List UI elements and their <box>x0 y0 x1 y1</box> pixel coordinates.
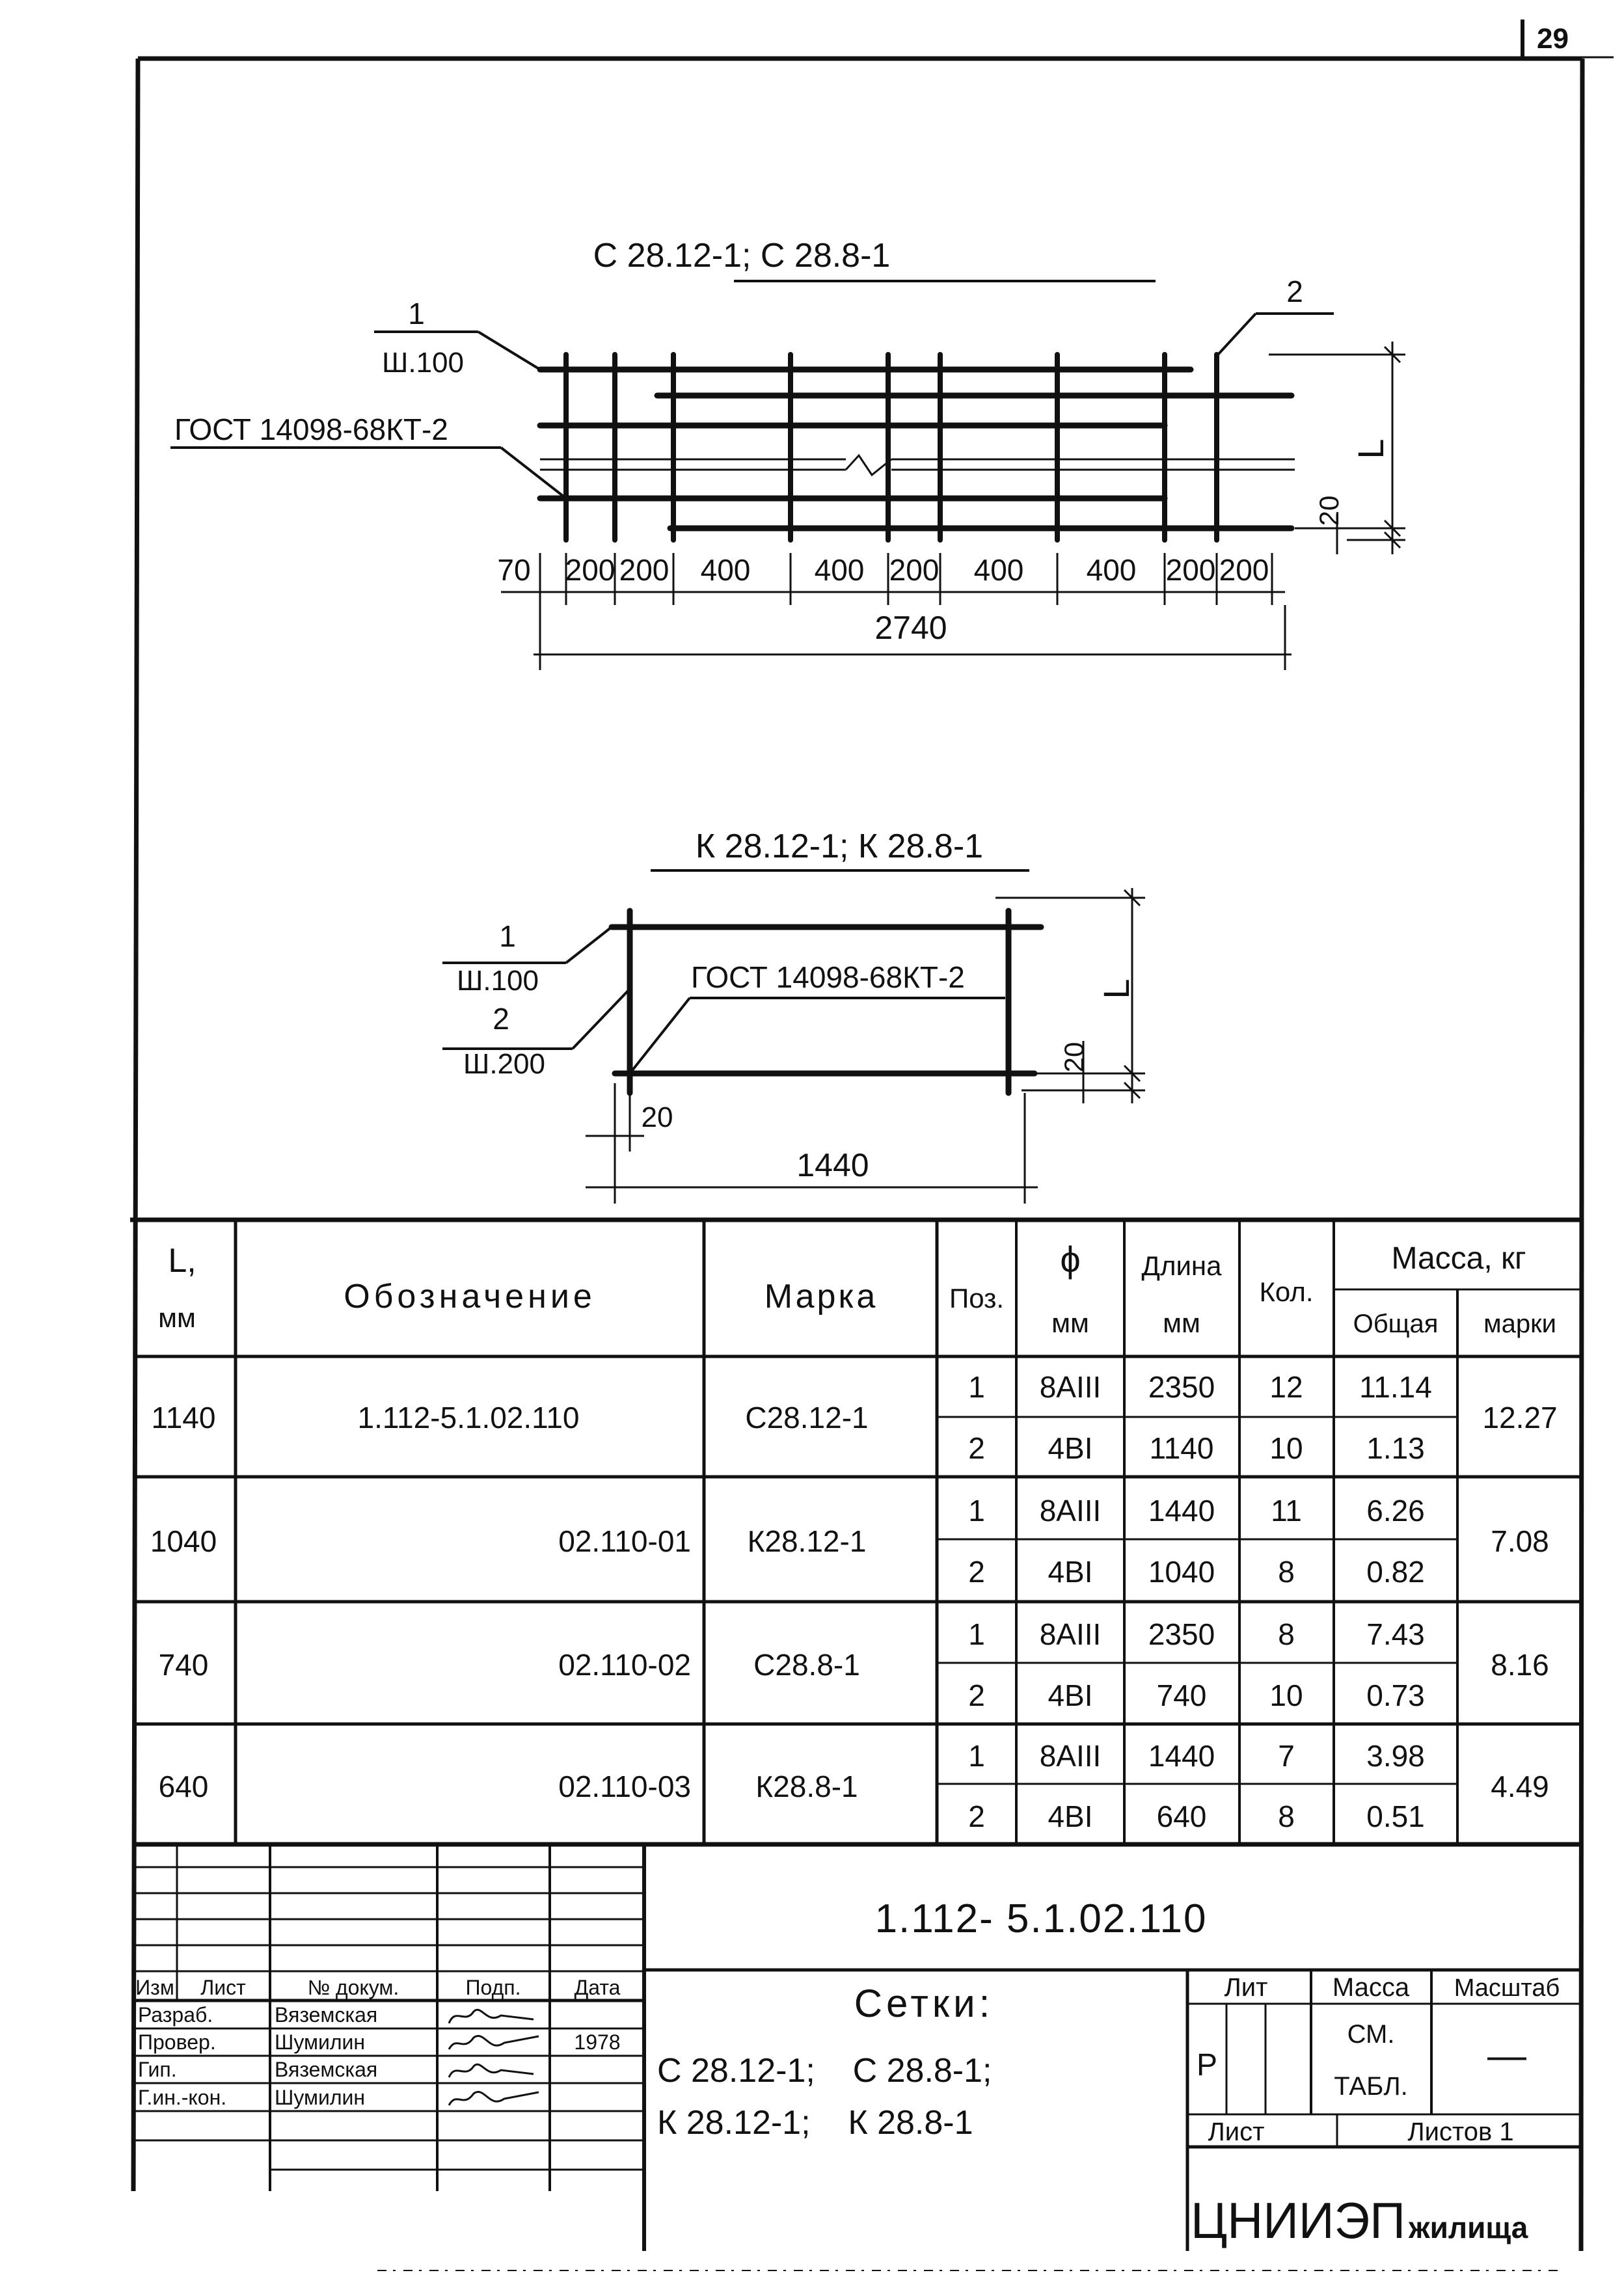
signature <box>449 2092 539 2105</box>
title-head: Сетки: <box>854 1982 994 2025</box>
staff-role: Разраб. <box>138 2003 213 2027</box>
mesh-c-dim-0: 70 <box>497 553 531 587</box>
cell-qty: 8 <box>1278 1555 1295 1589</box>
cell-length: 640 <box>1156 1799 1207 1833</box>
title-line-2: К 28.12-1; К 28.8-1 <box>657 2104 973 2142</box>
cell-length: 1040 <box>1148 1555 1215 1589</box>
title-block <box>133 1844 1582 2251</box>
staff-name: Вяземская <box>275 2003 378 2027</box>
org-suffix: жилища <box>1409 2211 1528 2244</box>
cell-pos: 2 <box>968 1555 985 1589</box>
cell-phi: 4ВI <box>1048 1678 1093 1712</box>
cell-qty: 12 <box>1269 1370 1303 1404</box>
cell-phi: 8АIII <box>1039 1494 1102 1528</box>
cell-length: 1440 <box>1148 1739 1215 1773</box>
mesh-k-dim-20-right: 20 <box>1059 1042 1089 1073</box>
cell-phi: 8АIII <box>1039 1617 1102 1651</box>
stamp-fields <box>1197 1973 1560 2146</box>
scale-value: — <box>1487 2034 1526 2077</box>
cell-length: 1140 <box>1149 1431 1214 1465</box>
title-line-1: С 28.12-1; С 28.8-1; <box>657 2052 992 2090</box>
header-mark: Марка <box>764 1278 878 1315</box>
cell-length: 2350 <box>1148 1617 1215 1651</box>
mesh-k-dim-L: L <box>1096 978 1137 999</box>
cell-pos: 1 <box>968 1494 985 1528</box>
mesh-k-title: К 28.12-1; К 28.8-1 <box>695 828 984 865</box>
cell-mark: С28.8-1 <box>753 1648 860 1682</box>
mesh-drawing-k <box>442 828 1145 1204</box>
cell-mass: 1.13 <box>1366 1431 1425 1465</box>
header-length-unit: мм <box>1163 1308 1200 1338</box>
cell-designation: 02.110-02 <box>558 1648 691 1682</box>
cell-length: 1440 <box>1148 1494 1215 1528</box>
mesh-c-dim-2: 200 <box>619 553 670 587</box>
header-L-unit: мм <box>158 1302 196 1333</box>
header-mass-total: Общая <box>1353 1310 1439 1338</box>
cell-L: 640 <box>158 1770 209 1803</box>
cell-mark: К28.12-1 <box>747 1524 867 1558</box>
mesh-k-pos2-pitch: Ш.200 <box>463 1048 545 1080</box>
mesh-c-dim-total: 2740 <box>874 610 947 646</box>
cell-mass: 0.82 <box>1366 1555 1425 1589</box>
signature <box>449 2064 534 2077</box>
mass-label: Масса <box>1332 1973 1410 2002</box>
cell-phi: 4ВI <box>1048 1555 1093 1589</box>
org-logo: ЦНИИЭП <box>1191 2192 1405 2249</box>
cell-qty: 10 <box>1269 1431 1303 1465</box>
mesh-c-dim-labels <box>497 553 1269 587</box>
mesh-c-dim-7: 400 <box>1086 553 1137 587</box>
mesh-k-gost: ГОСТ 14098-68КТ-2 <box>691 960 965 994</box>
cell-qty: 8 <box>1278 1617 1295 1651</box>
cell-designation: 02.110-03 <box>558 1770 691 1803</box>
cell-length: 2350 <box>1148 1370 1215 1404</box>
cell-L: 740 <box>158 1648 209 1682</box>
cell-designation: 02.110-01 <box>558 1524 691 1558</box>
table-row-group <box>159 1617 1549 1712</box>
cell-mark: К28.8-1 <box>755 1770 858 1803</box>
cell-qty: 7 <box>1278 1739 1295 1773</box>
cell-pos: 1 <box>968 1370 985 1404</box>
mass-value-line-2: ТАБЛ. <box>1334 2072 1408 2101</box>
mesh-k-pos1-label: 1 <box>499 919 516 953</box>
staff-name: Шумилин <box>275 2030 366 2054</box>
staff-role: Гип. <box>138 2058 177 2081</box>
signature <box>449 2010 534 2023</box>
mesh-c-dim-8: 200 <box>1165 553 1216 587</box>
staff-name: Шумилин <box>275 2086 366 2109</box>
header-phi-unit: мм <box>1051 1308 1089 1338</box>
col-header-doc: № докум. <box>307 1976 399 1999</box>
spec-table <box>130 1220 1582 1844</box>
mesh-c-transverse-bars <box>566 355 1217 540</box>
cell-L: 1040 <box>150 1524 217 1558</box>
cell-qty: 10 <box>1269 1678 1303 1712</box>
table-row-group <box>159 1739 1549 1833</box>
signatures <box>449 2010 539 2105</box>
staff-role: Провер. <box>138 2030 216 2054</box>
cell-mass: 6.26 <box>1366 1494 1425 1528</box>
signature <box>449 2036 539 2049</box>
mesh-k-pos1-pitch: Ш.100 <box>457 965 539 997</box>
mesh-k-dim-20-left: 20 <box>641 1101 673 1133</box>
mesh-c-title: С 28.12-1; С 28.8-1 <box>593 237 891 275</box>
mesh-k-dim-total: 1440 <box>796 1147 869 1183</box>
header-qty: Кол. <box>1259 1276 1314 1307</box>
header-mass: Масса, кг <box>1391 1241 1526 1276</box>
col-header-sign: Подп. <box>465 1976 521 1999</box>
mass-value-line-1: СМ. <box>1347 2020 1395 2049</box>
mesh-drawing-c <box>170 237 1405 670</box>
cell-mass: 0.73 <box>1366 1678 1425 1712</box>
cell-phi: 4ВI <box>1048 1799 1093 1833</box>
sheet-label: Лист <box>1208 2118 1265 2146</box>
cell-phi: 4ВI <box>1048 1431 1093 1465</box>
cell-mass-mark: 12.27 <box>1482 1401 1558 1435</box>
mesh-c-dim-4: 400 <box>814 553 865 587</box>
scale-label: Масштаб <box>1454 1974 1560 2002</box>
mesh-k-bars <box>612 911 1041 1093</box>
cell-mark: С28.12-1 <box>745 1401 869 1435</box>
cell-L: 1140 <box>151 1401 216 1435</box>
cell-designation: 1.112-5.1.02.110 <box>357 1401 580 1435</box>
cell-qty: 8 <box>1278 1799 1295 1833</box>
header-designation: Обозначение <box>344 1278 596 1315</box>
doc-code: 1.112- 5.1.02.110 <box>874 1896 1208 1941</box>
header-length: Длина <box>1141 1250 1222 1281</box>
header-pos: Поз. <box>949 1283 1004 1313</box>
col-header-izm: Изм <box>135 1976 174 1999</box>
mesh-c-gost: ГОСТ 14098-68КТ-2 <box>174 412 448 446</box>
cell-mass-mark: 4.49 <box>1491 1770 1549 1803</box>
lit-label: Лит <box>1224 1973 1268 2002</box>
cell-pos: 1 <box>968 1739 985 1773</box>
cell-qty: 11 <box>1271 1494 1302 1528</box>
header-L: L, <box>168 1242 196 1280</box>
mesh-c-dim-20: 20 <box>1314 495 1344 526</box>
cell-mass-mark: 8.16 <box>1491 1648 1549 1682</box>
mesh-c-dim-6: 400 <box>973 553 1024 587</box>
mesh-c-pos1-pitch: Ш.100 <box>382 347 464 379</box>
mesh-c-dim-9: 200 <box>1219 553 1269 587</box>
col-header-date: Дата <box>574 1976 621 1999</box>
staff-role: Г.ин.-кон. <box>138 2086 227 2109</box>
page-number-box <box>1522 20 1614 57</box>
header-phi: ϕ <box>1060 1239 1081 1280</box>
mesh-k-pos2-label: 2 <box>493 1002 509 1036</box>
mesh-c-dim-L: L <box>1350 438 1391 459</box>
cell-length: 740 <box>1156 1678 1207 1712</box>
mesh-c-longitudinal-bars <box>540 370 1292 528</box>
cell-phi: 8АIII <box>1039 1370 1102 1404</box>
cell-mass: 7.43 <box>1366 1617 1425 1651</box>
col-header-list: Лист <box>200 1976 246 1999</box>
cell-pos: 2 <box>968 1678 985 1712</box>
cell-pos: 1 <box>968 1617 985 1651</box>
staff-name: Вяземская <box>275 2058 378 2081</box>
mesh-c-dim-1: 200 <box>565 553 616 587</box>
table-row-group <box>150 1494 1549 1589</box>
cell-pos: 2 <box>968 1431 985 1465</box>
staff-column-headers <box>135 1976 620 1999</box>
mesh-c-break-lines <box>540 455 1295 475</box>
mesh-c-pos2-label: 2 <box>1286 275 1303 308</box>
cell-mass: 11.14 <box>1359 1370 1432 1404</box>
cell-pos: 2 <box>968 1799 985 1833</box>
cell-phi: 8АIII <box>1039 1739 1102 1773</box>
lit-value: Р <box>1196 2048 1218 2082</box>
cell-mass-mark: 7.08 <box>1491 1524 1549 1558</box>
page-number: 29 <box>1537 23 1569 55</box>
header-mass-mark: марки <box>1483 1310 1556 1338</box>
cell-mass: 0.51 <box>1366 1799 1425 1833</box>
mesh-c-dim-3: 400 <box>700 553 751 587</box>
mesh-c-pos1-label: 1 <box>408 297 425 330</box>
sheets-label: Листов 1 <box>1407 2118 1514 2146</box>
cell-mass: 3.98 <box>1366 1739 1425 1773</box>
mesh-c-dim-5: 200 <box>889 553 940 587</box>
staff-date: 1978 <box>574 2030 621 2054</box>
